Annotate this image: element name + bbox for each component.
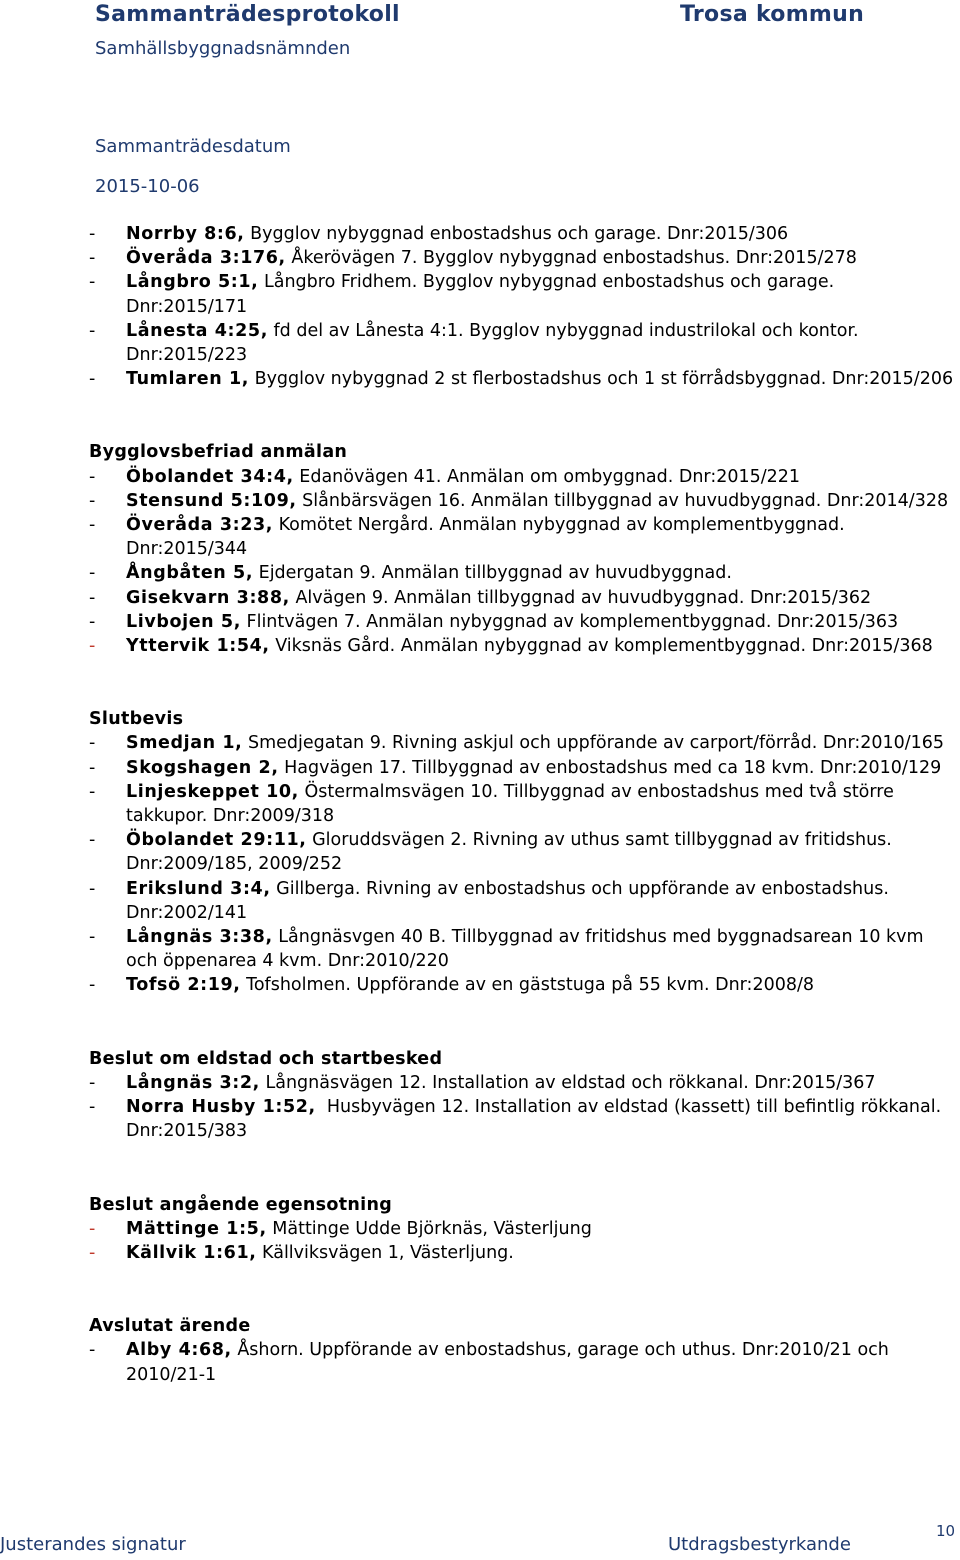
bullet-dash: - [89,830,96,851]
section [89,1047,959,1144]
property-designation: Mättinge 1:5, [126,1218,267,1239]
list-item [89,586,959,610]
item-description: Långnäsvägen 12. Installation av eldstad och rökkanal. Dnr:2015/367 [259,1072,876,1093]
list-item [89,270,959,318]
bullet-dash: - [89,757,96,778]
item-description: Åkerövägen 7. Bygglov nybyggnad enbostadshus. Dnr:2015/278 [285,248,857,269]
bullet-dash: - [89,878,96,899]
protocol-body [89,222,959,1387]
item-description: Alvägen 9. Anmälan tillbyggnad av huvudbyggnad. Dnr:2015/362 [289,587,872,608]
list-item [89,877,959,925]
list-item [89,731,959,755]
item-description: Långbro Fridhem. Bygglov nybyggnad enbostadshus och garage. Dnr:2015/171 [126,272,840,317]
list-item [89,561,959,585]
bullet-dash: - [89,1340,96,1361]
item-description: Ejdergatan 9. Anmälan tillbyggnad av huvudbyggnad. [253,563,732,584]
property-designation: Yttervik 1:54, [126,636,270,657]
meeting-date-label: Sammanträdesdatum [95,136,291,157]
list-item [89,246,959,270]
item-description: Husbyvägen 12. Installation av eldstad (kassett) till befintlig rökkanal. Dnr:2015/383 [126,1097,947,1142]
list-item [89,367,959,391]
bullet-dash: - [89,1097,96,1118]
property-designation: Erikslund 3:4, [126,878,271,899]
item-description: Gloruddsvägen 2. Rivning av uthus samt tillbyggnad av fritidshus. Dnr:2009/185, 2009/252 [126,830,898,875]
section-title: Slutbevis [89,709,184,730]
bullet-dash: - [89,1242,96,1263]
item-description: Smedjegatan 9. Rivning askjul och uppförande av carport/förråd. Dnr:2010/165 [242,733,945,754]
item-description: Bygglov nybyggnad 2 st flerbostadshus och 1 st förrådsbyggnad. Dnr:2015/206 [249,369,954,390]
property-designation: Överåda 3:176, [126,248,286,269]
bullet-dash: - [89,975,96,996]
bullet-dash: - [89,733,96,754]
bullet-dash: - [89,563,96,584]
municipality-name: Trosa kommun [680,2,865,27]
section-title: Beslut angående egensotning [89,1194,393,1215]
intro-list [89,222,959,391]
item-description: Hagvägen 17. Tillbyggnad av enbostadshus med ca 18 kvm. Dnr:2010/129 [278,757,942,778]
list-item [89,1338,959,1386]
list-item [89,465,959,489]
property-designation: Långnäs 3:38, [126,927,273,948]
list-item [89,222,959,246]
section [89,1193,959,1266]
property-designation: Smedjan 1, [126,733,243,754]
property-designation: Skogshagen 2, [126,757,279,778]
property-designation: Långbro 5:1, [126,272,259,293]
item-description: Slånbärsvägen 16. Anmälan tillbyggnad av huvudbyggnad. Dnr:2014/328 [296,490,949,511]
item-description: Bygglov nybyggnad enbostadshus och garage. Dnr:2015/306 [244,224,789,244]
property-designation: Livbojen 5, [126,611,241,632]
certification-label: Utdragsbestyrkande [668,1534,851,1555]
item-description: Tofsholmen. Uppförande av en gäststuga på 55 kvm. Dnr:2008/8 [240,975,815,996]
property-designation: Norrby 8:6, [126,224,245,244]
bullet-dash: - [89,320,96,341]
list-item [89,1217,959,1241]
bullet-dash: - [89,636,96,657]
document-title: Sammanträdesprotokoll [95,2,400,27]
section [89,1314,959,1387]
list-item [89,780,959,828]
list-item [89,828,959,876]
section-title: Beslut om eldstad och startbesked [89,1048,443,1069]
property-designation: Gisekvarn 3:88, [126,587,290,608]
item-description: Åshorn. Uppförande av enbostadshus, garage och uthus. Dnr:2010/21 och 2010/21-1 [126,1340,895,1385]
committee-name: Samhällsbyggnadsnämnden [95,38,351,59]
bullet-dash: - [89,587,96,608]
property-designation: Tofsö 2:19, [126,975,241,996]
item-description: Komötet Nergård. Anmälan nybyggnad av komplementbyggnad. Dnr:2015/344 [126,515,851,560]
bullet-dash: - [89,369,96,390]
list-item [89,1095,959,1143]
bullet-dash: - [89,1072,96,1093]
bullet-dash: - [89,781,96,802]
bullet-dash: - [89,927,96,948]
bullet-dash: - [89,248,96,269]
property-designation: Linjeskeppet 10, [126,781,299,802]
bullet-dash: - [89,490,96,511]
bullet-dash: - [89,272,96,293]
item-description: Edanövägen 41. Anmälan om ombyggnad. Dnr:2015/221 [293,466,801,487]
section [89,440,959,658]
property-designation: Källvik 1:61, [126,1242,257,1263]
property-designation: Överåda 3:23, [126,515,273,536]
section-title: Avslutat ärende [89,1316,251,1337]
bullet-dash: - [89,224,96,244]
list-item [89,756,959,780]
item-description: Flintvägen 7. Anmälan nybyggnad av komplementbyggnad. Dnr:2015/363 [240,611,899,632]
bullet-dash: - [89,515,96,536]
property-designation: Alby 4:68, [126,1340,232,1361]
list-item [89,925,959,973]
property-designation: Norra Husby 1:52, [126,1097,316,1118]
property-designation: Ångbåten 5, [126,563,254,584]
item-description: Viksnäs Gård. Anmälan nybyggnad av komplementbyggnad. Dnr:2015/368 [269,636,933,657]
section-title: Bygglovsbefriad anmälan [89,442,348,463]
page-number: 10 [936,1522,956,1540]
list-item [89,1071,959,1095]
item-description: Mättinge Udde Björknäs, Västerljung [266,1218,592,1239]
section [89,707,959,997]
bullet-dash: - [89,466,96,487]
list-item [89,634,959,658]
item-description: Östermalmsvägen 10. Tillbyggnad av enbostadshus med två större takkupor. Dnr:2009/318 [126,781,900,827]
item-description: fd del av Lånesta 4:1. Bygglov nybyggnad industrilokal och kontor. Dnr:2015/223 [126,320,865,366]
property-designation: Öbolandet 34:4, [126,466,294,487]
signature-label: Justerandes signatur [0,1534,186,1555]
item-description: Långnäsvgen 40 B. Tillbyggnad av fritidshus med byggnadsarean 10 kvm och öppenarea 4 kvm. Dnr:2010/220 [126,927,930,972]
item-description: Källviksvägen 1, Västerljung. [256,1242,514,1263]
property-designation: Långnäs 3:2, [126,1072,260,1093]
property-designation: Lånesta 4:25, [126,320,268,341]
list-item [89,610,959,634]
property-designation: Tumlaren 1, [126,369,249,390]
bullet-dash: - [89,611,96,632]
sections [89,440,959,1386]
list-item [89,513,959,561]
property-designation: Stensund 5:109, [126,490,297,511]
bullet-dash: - [89,1218,96,1239]
list-item [89,489,959,513]
list-item [89,1241,959,1265]
item-description: Gillberga. Rivning av enbostadshus och uppförande av enbostadshus. Dnr:2002/141 [126,878,895,923]
meeting-date: 2015-10-06 [95,176,200,197]
list-item [89,973,959,997]
list-item [89,319,959,367]
property-designation: Öbolandet 29:11, [126,830,307,851]
